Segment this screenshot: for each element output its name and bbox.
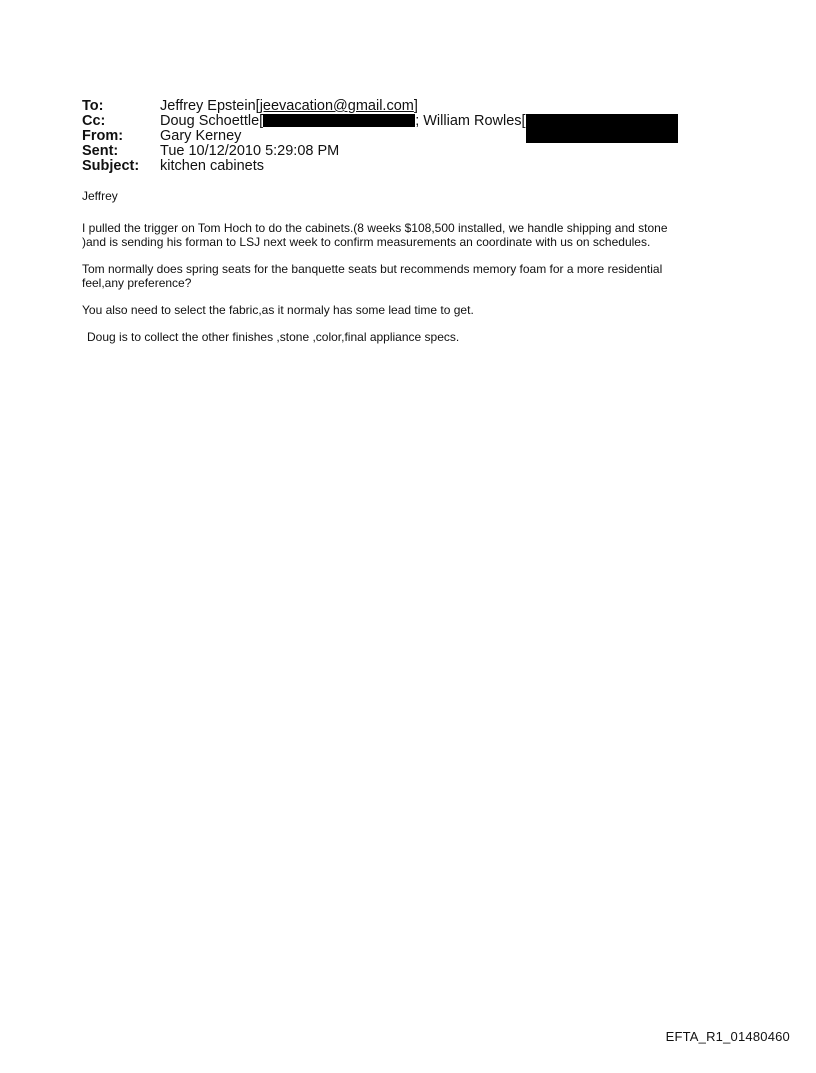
cc-value xyxy=(160,114,678,129)
subject-row xyxy=(82,159,678,174)
to-row xyxy=(82,99,678,114)
paragraph-2-line-1: Tom normally does spring seats for the banquette seats but recommends memory foam for a more residential xyxy=(82,262,663,276)
paragraph-3: You also need to select the fabric,as it normaly has some lead time to get. xyxy=(82,303,474,317)
to-suffix: ] xyxy=(413,98,418,114)
greeting: Jeffrey xyxy=(82,189,118,203)
paragraph-4: Doug is to collect the other finishes ,stone ,color,final appliance specs. xyxy=(87,330,460,344)
cc-row xyxy=(82,114,678,129)
paragraph-1-line-1: I pulled the trigger on Tom Hoch to do the cabinets.(8 weeks $108,500 installed, we handle shipping and stone xyxy=(82,221,668,235)
to-email-link[interactable]: jeevacation@gmail.com xyxy=(259,98,414,114)
sent-value: Tue 10/12/2010 5:29:08 PM xyxy=(160,143,340,159)
from-value: Gary Kerney xyxy=(160,128,242,144)
paragraph-1-line-2: )and is sending his forman to LSJ next week to confirm measurements an coordinate with us on schedules. xyxy=(82,235,651,249)
document-id: EFTA_R1_01480460 xyxy=(665,1029,790,1044)
paragraph-2-line-2: feel,any preference? xyxy=(82,276,192,290)
email-body xyxy=(82,189,732,357)
email-header xyxy=(82,99,678,174)
redaction-block-1 xyxy=(263,114,415,127)
cc-name-1: Doug Schoettle[ xyxy=(160,113,264,129)
redaction-block-2 xyxy=(526,114,678,143)
paragraph-1 xyxy=(82,221,732,249)
subject-label: Subject: xyxy=(82,158,140,174)
cc-label: Cc: xyxy=(82,113,106,129)
subject-value: kitchen cabinets xyxy=(160,158,264,174)
sent-row xyxy=(82,144,678,159)
to-name: Jeffrey Epstein[ xyxy=(160,98,260,114)
paragraph-2 xyxy=(82,262,732,290)
from-label: From: xyxy=(82,128,124,144)
cc-separator: ; William Rowles[ xyxy=(415,113,526,129)
sent-label: Sent: xyxy=(82,143,119,159)
to-value xyxy=(160,99,418,114)
to-label: To: xyxy=(82,98,104,114)
